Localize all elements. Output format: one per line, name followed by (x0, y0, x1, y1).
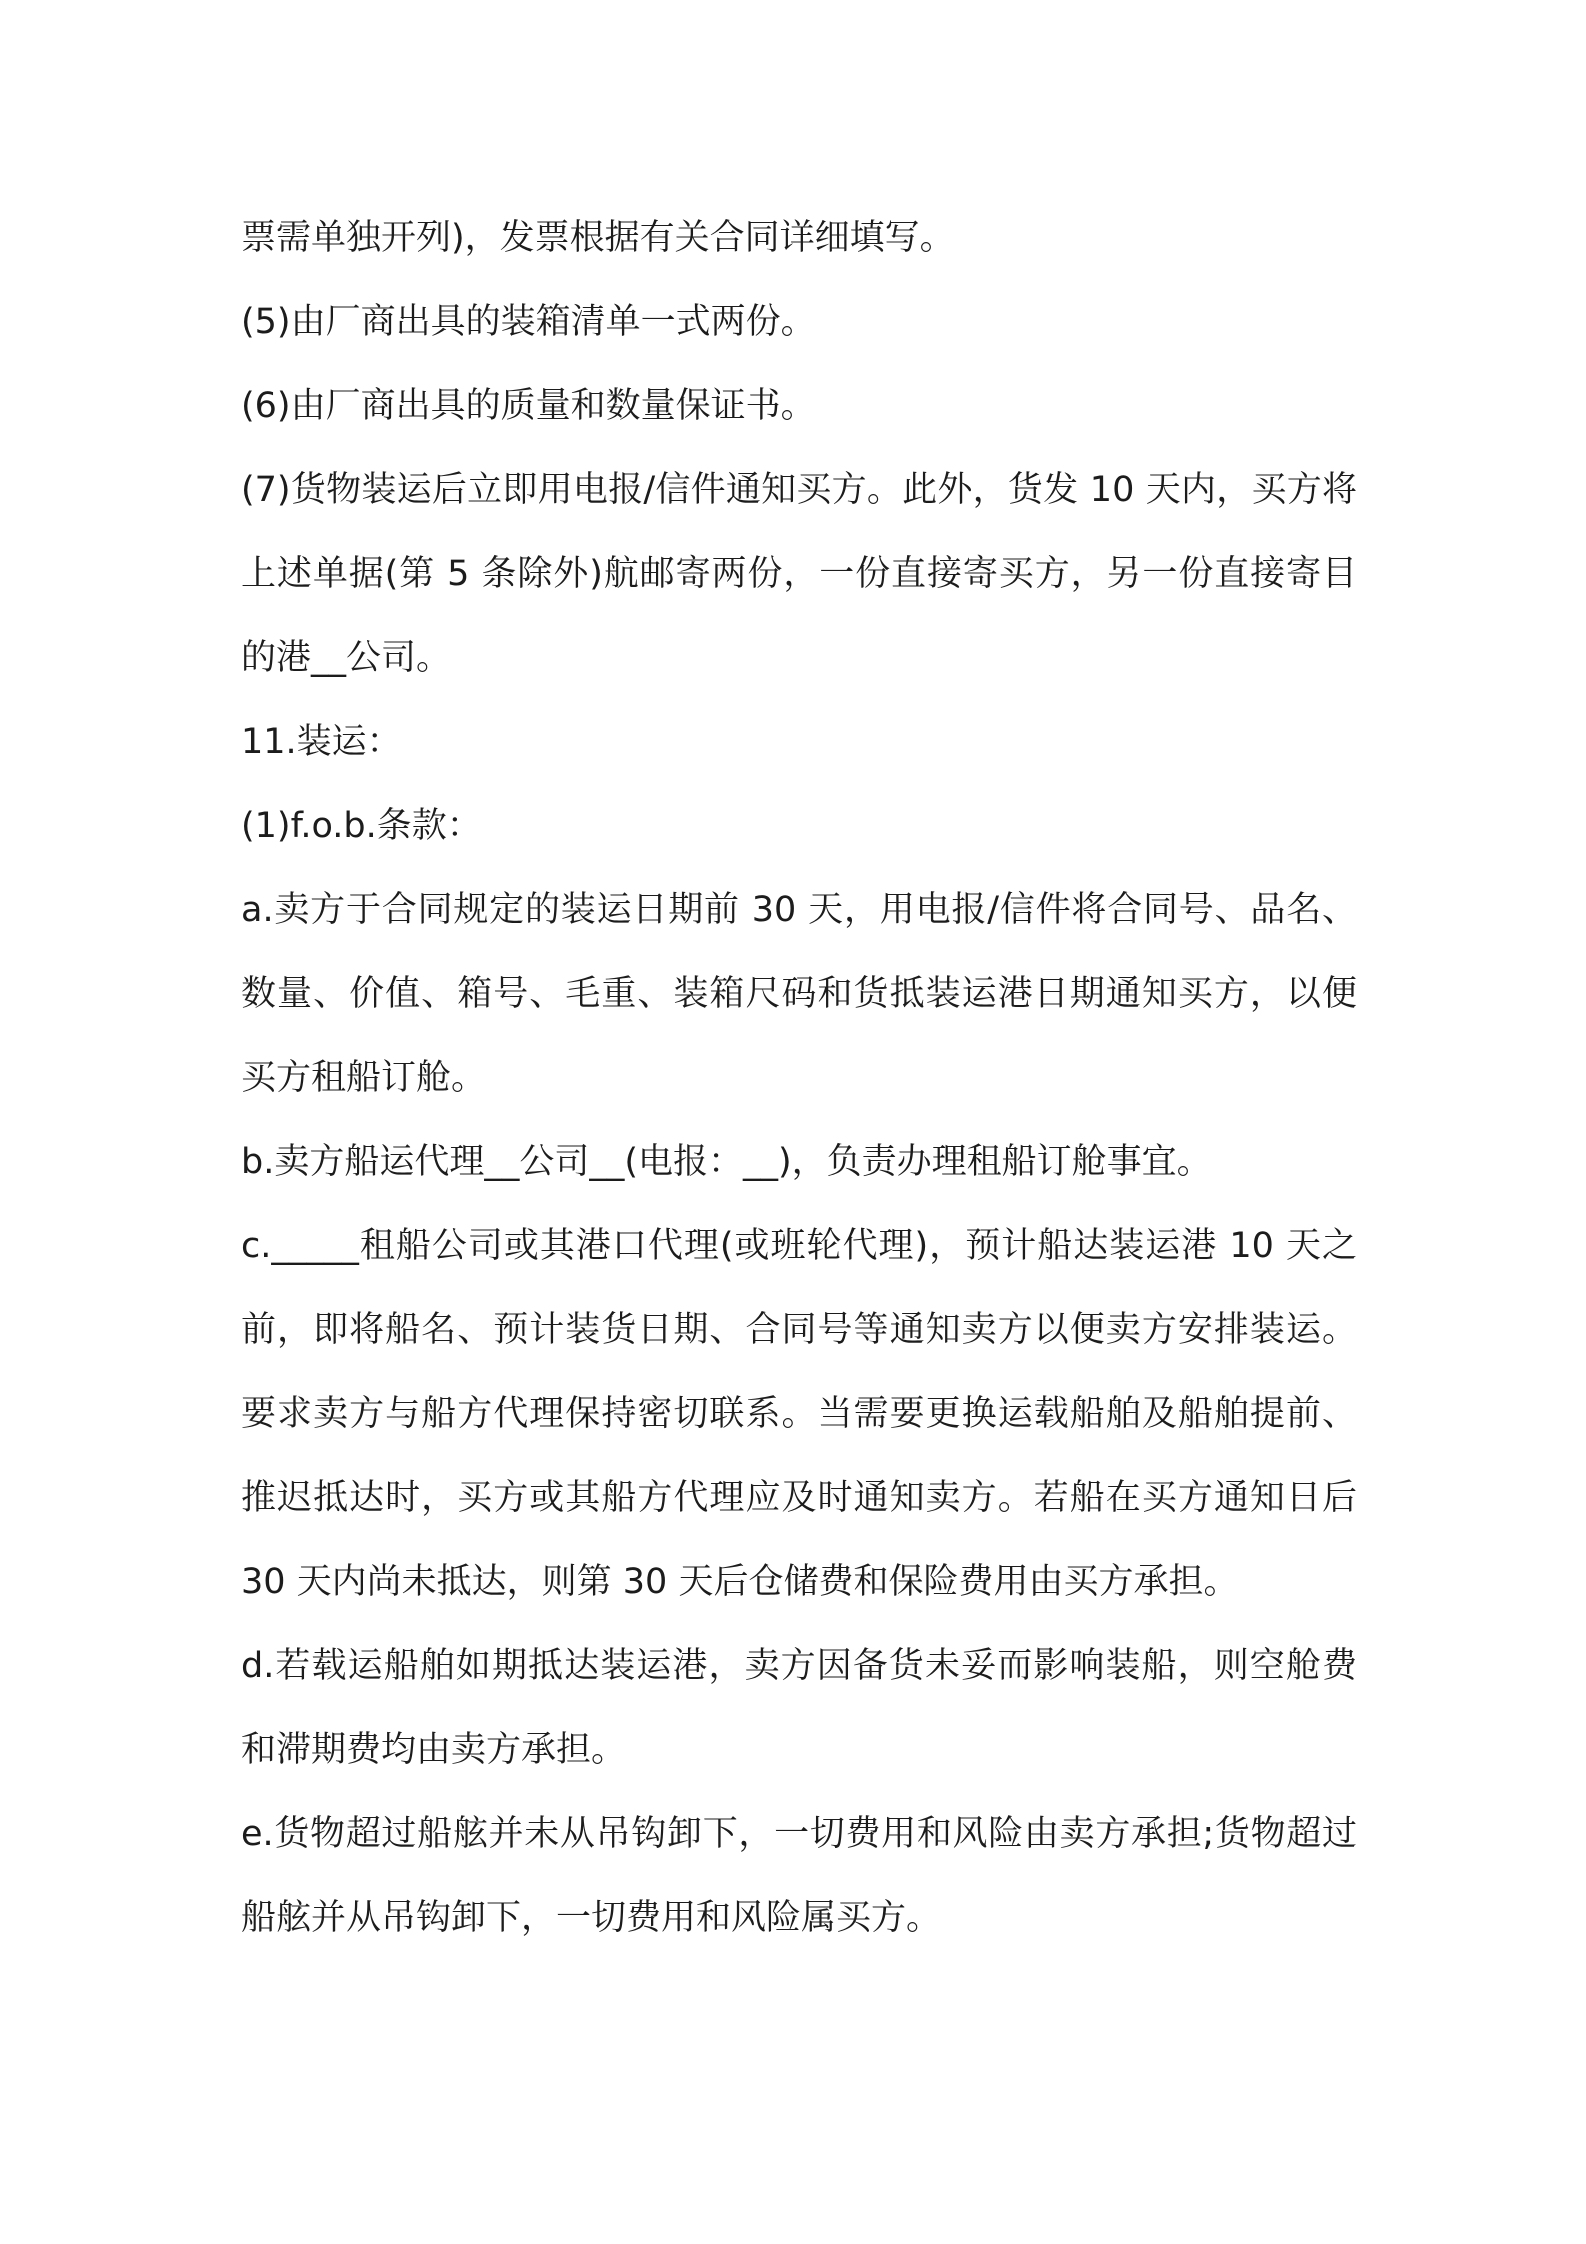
subsection-heading-fob: (1)f.o.b.条款： (241, 806, 482, 846)
clause-a: a.卖方于合同规定的装运日期前 30 天，用电报/信件将合同号、品名、数量、价值、箱号、毛重、装箱尺码和货抵装运港日期通知买方，以便买方租船订舱。 (241, 890, 1357, 1098)
clause-b: b.卖方船运代理__公司__(电报：__)，负责办理租船订舱事宜。 (241, 1142, 1212, 1182)
clause-e: e.货物超过船舷并未从吊钩卸下，一切费用和风险由卖方承担;货物超过船舷并从吊钩卸下，一切费用和风险属买方。 (241, 1814, 1357, 1938)
paragraph-shipment-notice: (7)货物装运后立即用电报/信件通知买方。此外，货发 10 天内，买方将上述单据(第 5 条除外)航邮寄两份，一份直接寄买方，另一份直接寄目的港__公司。 (241, 470, 1357, 678)
paragraph-quality-certificate: (6)由厂商出具的质量和数量保证书。 (241, 386, 816, 426)
clause-d: d.若载运船舶如期抵达装运港，卖方因备货未妥而影响装船，则空舱费和滞期费均由卖方承担。 (241, 1646, 1357, 1770)
paragraph-invoice-note: 票需单独开列)，发票根据有关合同详细填写。 (241, 218, 955, 258)
clause-c: c._____租船公司或其港口代理(或班轮代理)，预计船达装运港 10 天之前，即将船名、预计装货日期、合同号等通知卖方以便卖方安排装运。要求卖方与船方代理保持密切联系。当需要更换运载船舶及船舶提前、推迟抵达时，买方或其船方代理应及时通知卖方。若船在买方通知日后 30 天内尚未抵达，则第 30 天后仓储费和保险费用由买方承担。 (241, 1226, 1357, 1602)
paragraph-packing-list: (5)由厂商出具的装箱清单一式两份。 (241, 302, 816, 342)
document-body (241, 196, 1357, 1960)
section-heading-shipping: 11.装运： (241, 722, 402, 762)
